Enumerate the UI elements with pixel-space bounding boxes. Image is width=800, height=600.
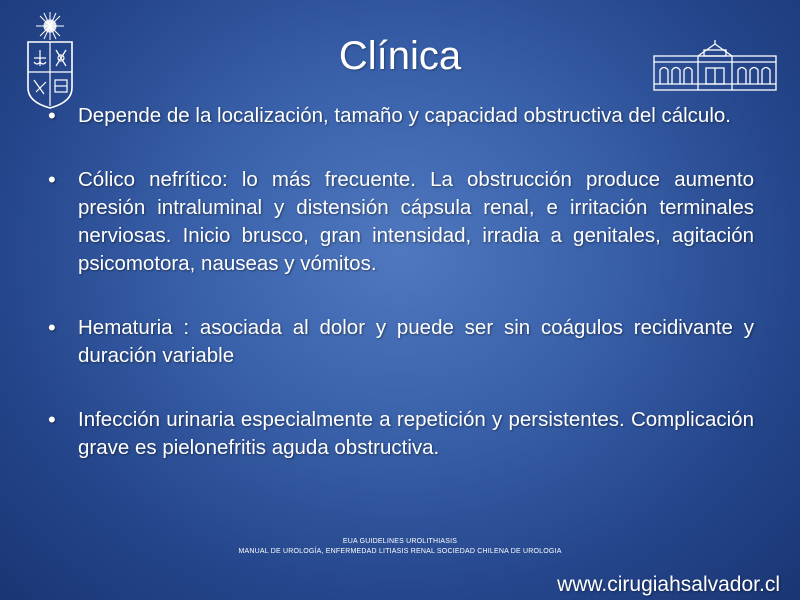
bullet-text: Cólico nefrítico: lo más frecuente. La obstrucción produce aumento presión intraluminal y distensión cápsula renal, e irritación terminales nerviosas. Inicio brusco, gran intensidad, irradia a genitales, agitación psicomotora, nauseas y vómitos. — [78, 168, 754, 275]
bullet-text: Depende de la localización, tamaño y capacidad obstructiva del cálculo. — [78, 104, 731, 127]
slide-title: Clínica — [338, 34, 462, 78]
bullet-list — [44, 102, 754, 498]
reference-line: EUA GUIDELINES UROLITHIASIS — [342, 538, 458, 545]
bullet-marker: • — [48, 167, 56, 192]
bullet-marker: • — [48, 103, 56, 128]
references — [0, 537, 800, 557]
bullet-item — [44, 314, 754, 370]
website-url: www.cirugiahsalvador.cl — [557, 573, 780, 596]
bullet-item — [44, 166, 754, 278]
bullet-marker: • — [48, 315, 56, 340]
reference-line: MANUAL DE UROLOGÍA, ENFERMEDAD LITIASIS RENAL SOCIEDAD CHILENA DE UROLOGIA — [238, 548, 562, 555]
bullet-item — [44, 102, 754, 130]
bullet-text: Hematuria : asociada al dolor y puede ser sin coágulos recidivante y duración variable — [78, 316, 754, 367]
bullet-item — [44, 406, 754, 462]
bullet-marker: • — [48, 407, 56, 432]
bullet-text: Infección urinaria especialmente a repetición y persistentes. Complicación grave es pielonefritis aguda obstructiva. — [78, 408, 754, 459]
